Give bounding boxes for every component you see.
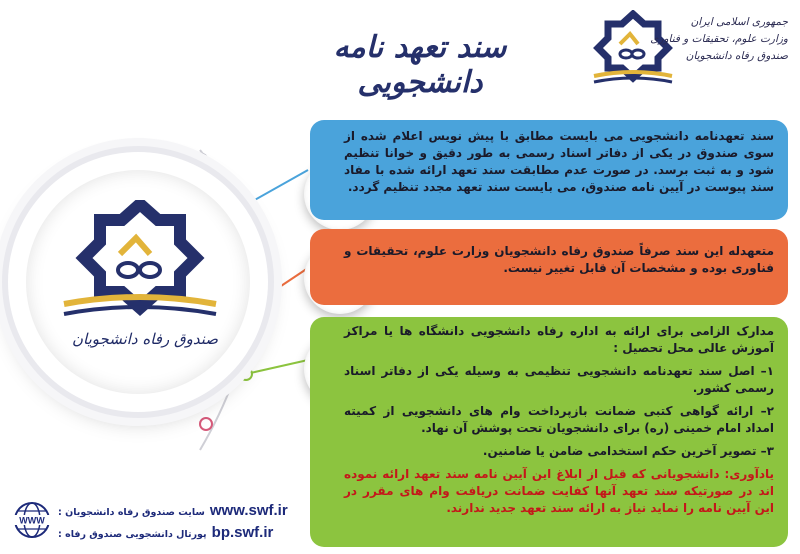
gov-line-2: وزارت علوم، تحقیقات و فناوری [650, 33, 788, 45]
gov-line-3: صندوق رفاه دانشجویان [685, 50, 788, 62]
node-dot [197, 154, 207, 164]
page-title: سند تعهد نامه دانشجویی [333, 30, 507, 100]
info-box-green [310, 317, 788, 547]
ministry-logo-icon [592, 10, 674, 90]
footer-site-row [54, 500, 288, 520]
green-box-item-1: ۱– اصل سند تعهدنامه دانشجویی تنظیمی به وسیله یکی از دفاتر اسناد رسمی کشور. [344, 364, 774, 395]
pink-node-dot [200, 418, 212, 430]
footer-portal-label: : پورتال دانشجویی صندوق رفاه [58, 529, 207, 540]
footer-portal-link[interactable]: bp.swf.ir [211, 524, 274, 541]
logo-caption: صندوق رفاه دانشجویان [72, 330, 218, 348]
green-box-item-2: ۲– ارائه گواهی کتبی ضمانت بازپرداخت وام های دانشجویی از کمیته امداد امام خمینی (ره) برای دانشجویان تحت پوشش آن نهاد. [344, 404, 774, 435]
green-box-item-3: ۳– تصویر آخرین حکم استخدامی ضامن یا ضامنین. [482, 444, 774, 458]
footer-site-link[interactable]: www.swf.ir [209, 502, 288, 519]
green-box-note: یادآوری: دانشجویانی که قبل از ابلاغ این آیین نامه سند تعهد ارائه نموده اند در صورتیکه سند تعهد آنها کفایت ضمانت دریافت وام های مقرر در این آیین نامه را نماید نیاز به ارائه سند تعهد جدید ندارند. [344, 467, 774, 515]
globe-text: WWW [19, 515, 45, 526]
footer-portal-row [54, 522, 274, 542]
orange-box-text: متعهدله این سند صرفاً صندوق رفاه دانشجویان وزارت علوم، تحقیقات و فناوری بوده و مشخصات آن قابل تغییر نیست. [344, 244, 774, 275]
info-box-orange [310, 229, 788, 305]
fund-logo-icon [62, 200, 218, 324]
info-box-blue [310, 120, 788, 220]
footer-site-label: : سایت صندوق رفاه دانشجویان [58, 507, 205, 518]
green-node-dot [240, 368, 252, 380]
gov-line-1: جمهوری اسلامی ایران [690, 16, 788, 28]
ministry-name [650, 14, 788, 84]
globe-icon [12, 500, 52, 540]
green-box-intro: مدارک الزامی برای ارائه به اداره رفاه دانشجویی دانشگاه ها یا مراکز آموزش عالی محل تحصیل : [344, 324, 774, 355]
blue-box-text: سند تعهدنامه دانشجویی می بایست مطابق با پیش نویس اعلام شده از سوی صندوق در یکی از دفاتر اسناد رسمی به طور دقیق و خوانا تنظیم شود و به ثبت برسد. در صورت عدم مطابقت سند تعهد ارائه شده با مفاد سند پیوست در آیین نامه صندوق، می بایست سند تعهد مجدد تنظیم گردد. [344, 129, 774, 194]
